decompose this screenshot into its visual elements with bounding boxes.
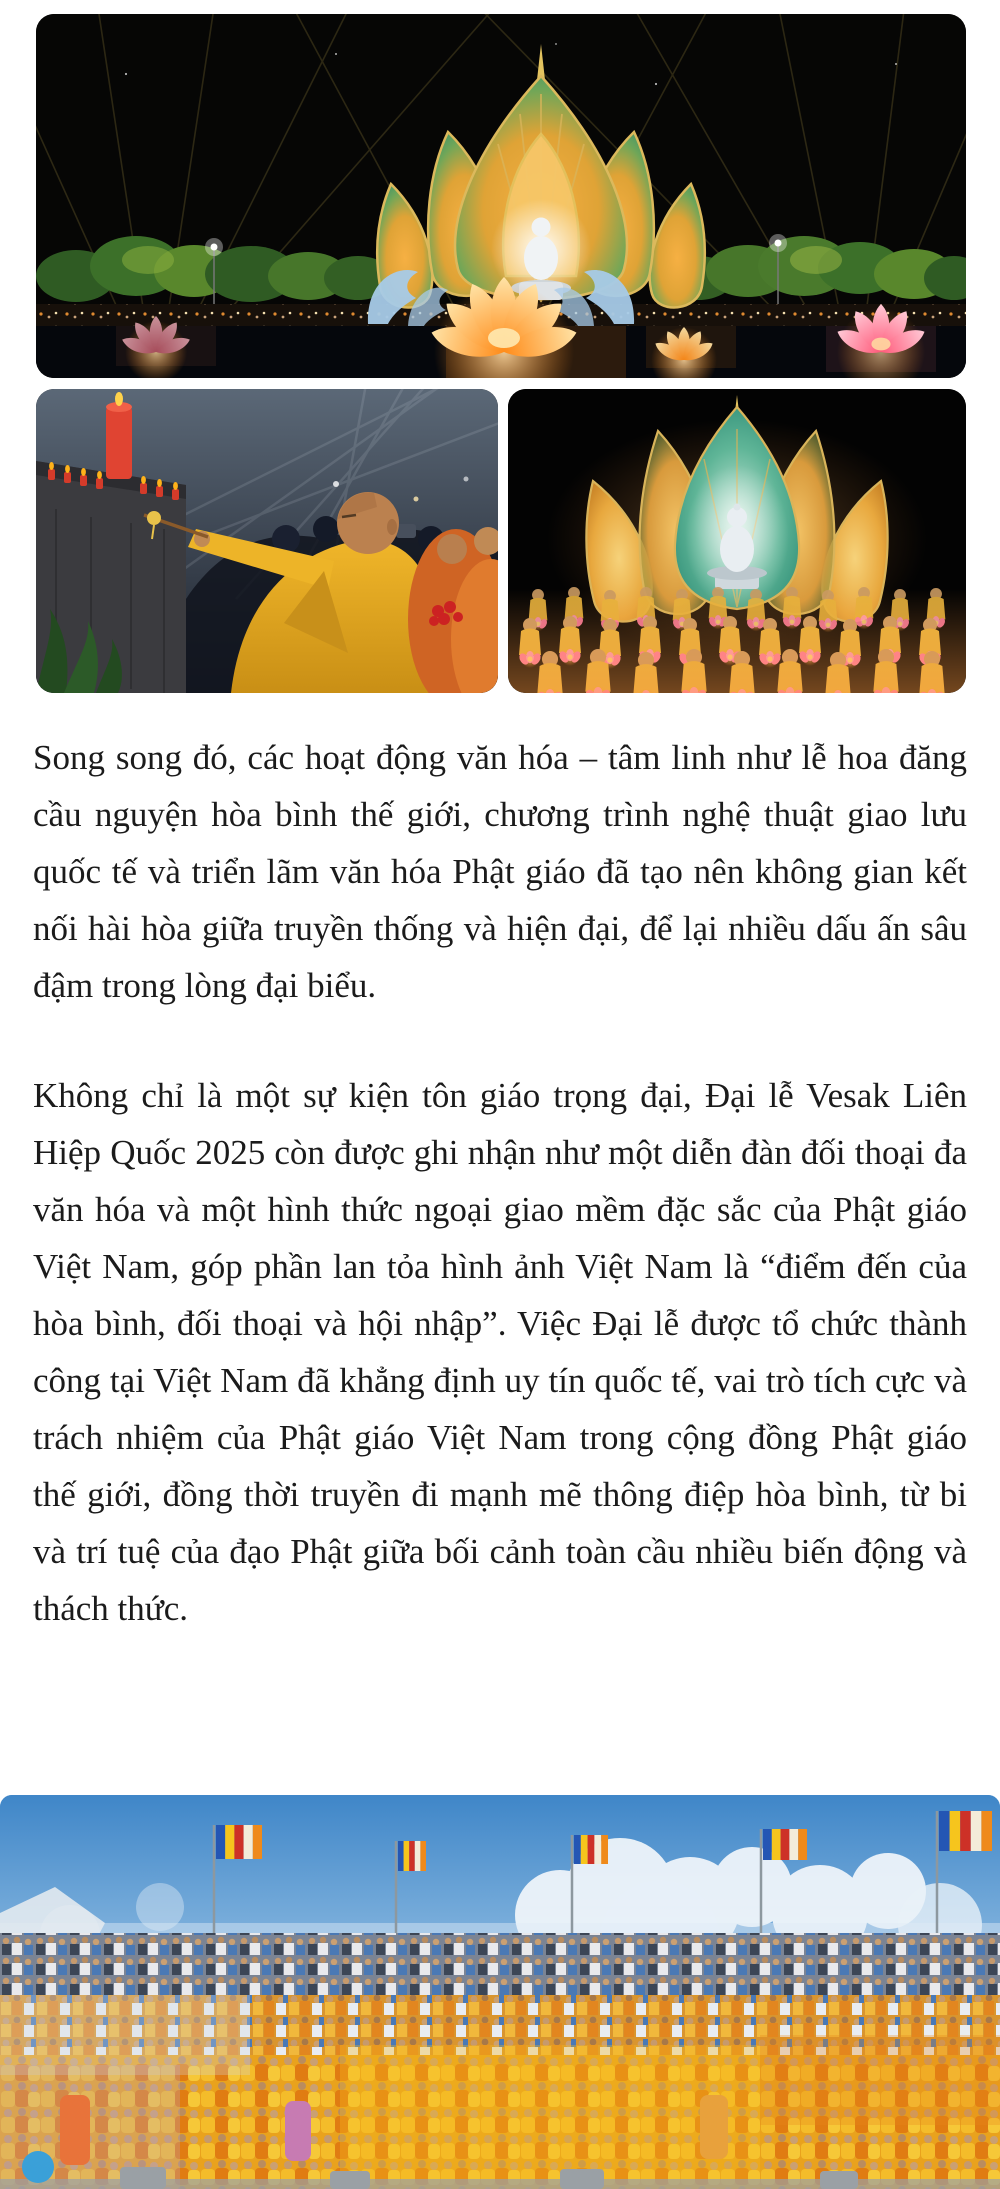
night-panorama-illustration xyxy=(36,14,966,378)
children-with-lanterns xyxy=(508,587,966,693)
photo-monks-lighting-ceremony xyxy=(36,389,498,693)
buddha-statue xyxy=(685,465,789,609)
article-body xyxy=(33,729,967,1690)
photo-group-delegates xyxy=(0,1795,1000,2189)
group-photo-illustration xyxy=(0,1795,1000,2189)
lotus-stage-illustration xyxy=(508,389,966,693)
ceremony-illustration xyxy=(36,389,498,693)
photo-night-panorama xyxy=(36,14,966,378)
photo-lotus-stage-children xyxy=(508,389,966,693)
crowd xyxy=(0,1933,1000,2189)
paragraph-1: Song song đó, các hoạt động văn hóa – tâm linh như lễ hoa đăng cầu nguyện hòa bình thế giới, chương trình nghệ thuật giao lưu quốc tế và triển lãm văn hóa Phật giáo đã tạo nên không gian kết nối hài hòa giữa truyền thống và hiện đại, để lại nhiều dấu ấn sâu đậm trong lòng đại biểu. xyxy=(33,738,967,1005)
paragraph-2: Không chỉ là một sự kiện tôn giáo trọng đại, Đại lễ Vesak Liên Hiệp Quốc 2025 còn được ghi nhận như một diễn đàn đối thoại đa văn hóa và một hình thức ngoại giao mềm đặc sắc của Phật giáo Việt Nam, góp phần lan tỏa hình ảnh Việt Nam là “điểm đến của hòa bình, đối thoại và hội nhập”. Việc Đại lễ được tổ chức thành công tại Việt Nam đã khẳng định uy tín quốc tế, vai trò tích cực và trách nhiệm của Phật giáo Việt Nam trong cộng đồng Phật giáo thế giới, đồng thời truyền đi mạnh mẽ thông điệp hòa bình, từ bi và trí tuệ của đạo Phật giữa bối cảnh toàn cầu nhiều biến động và thách thức. xyxy=(33,1076,967,1628)
